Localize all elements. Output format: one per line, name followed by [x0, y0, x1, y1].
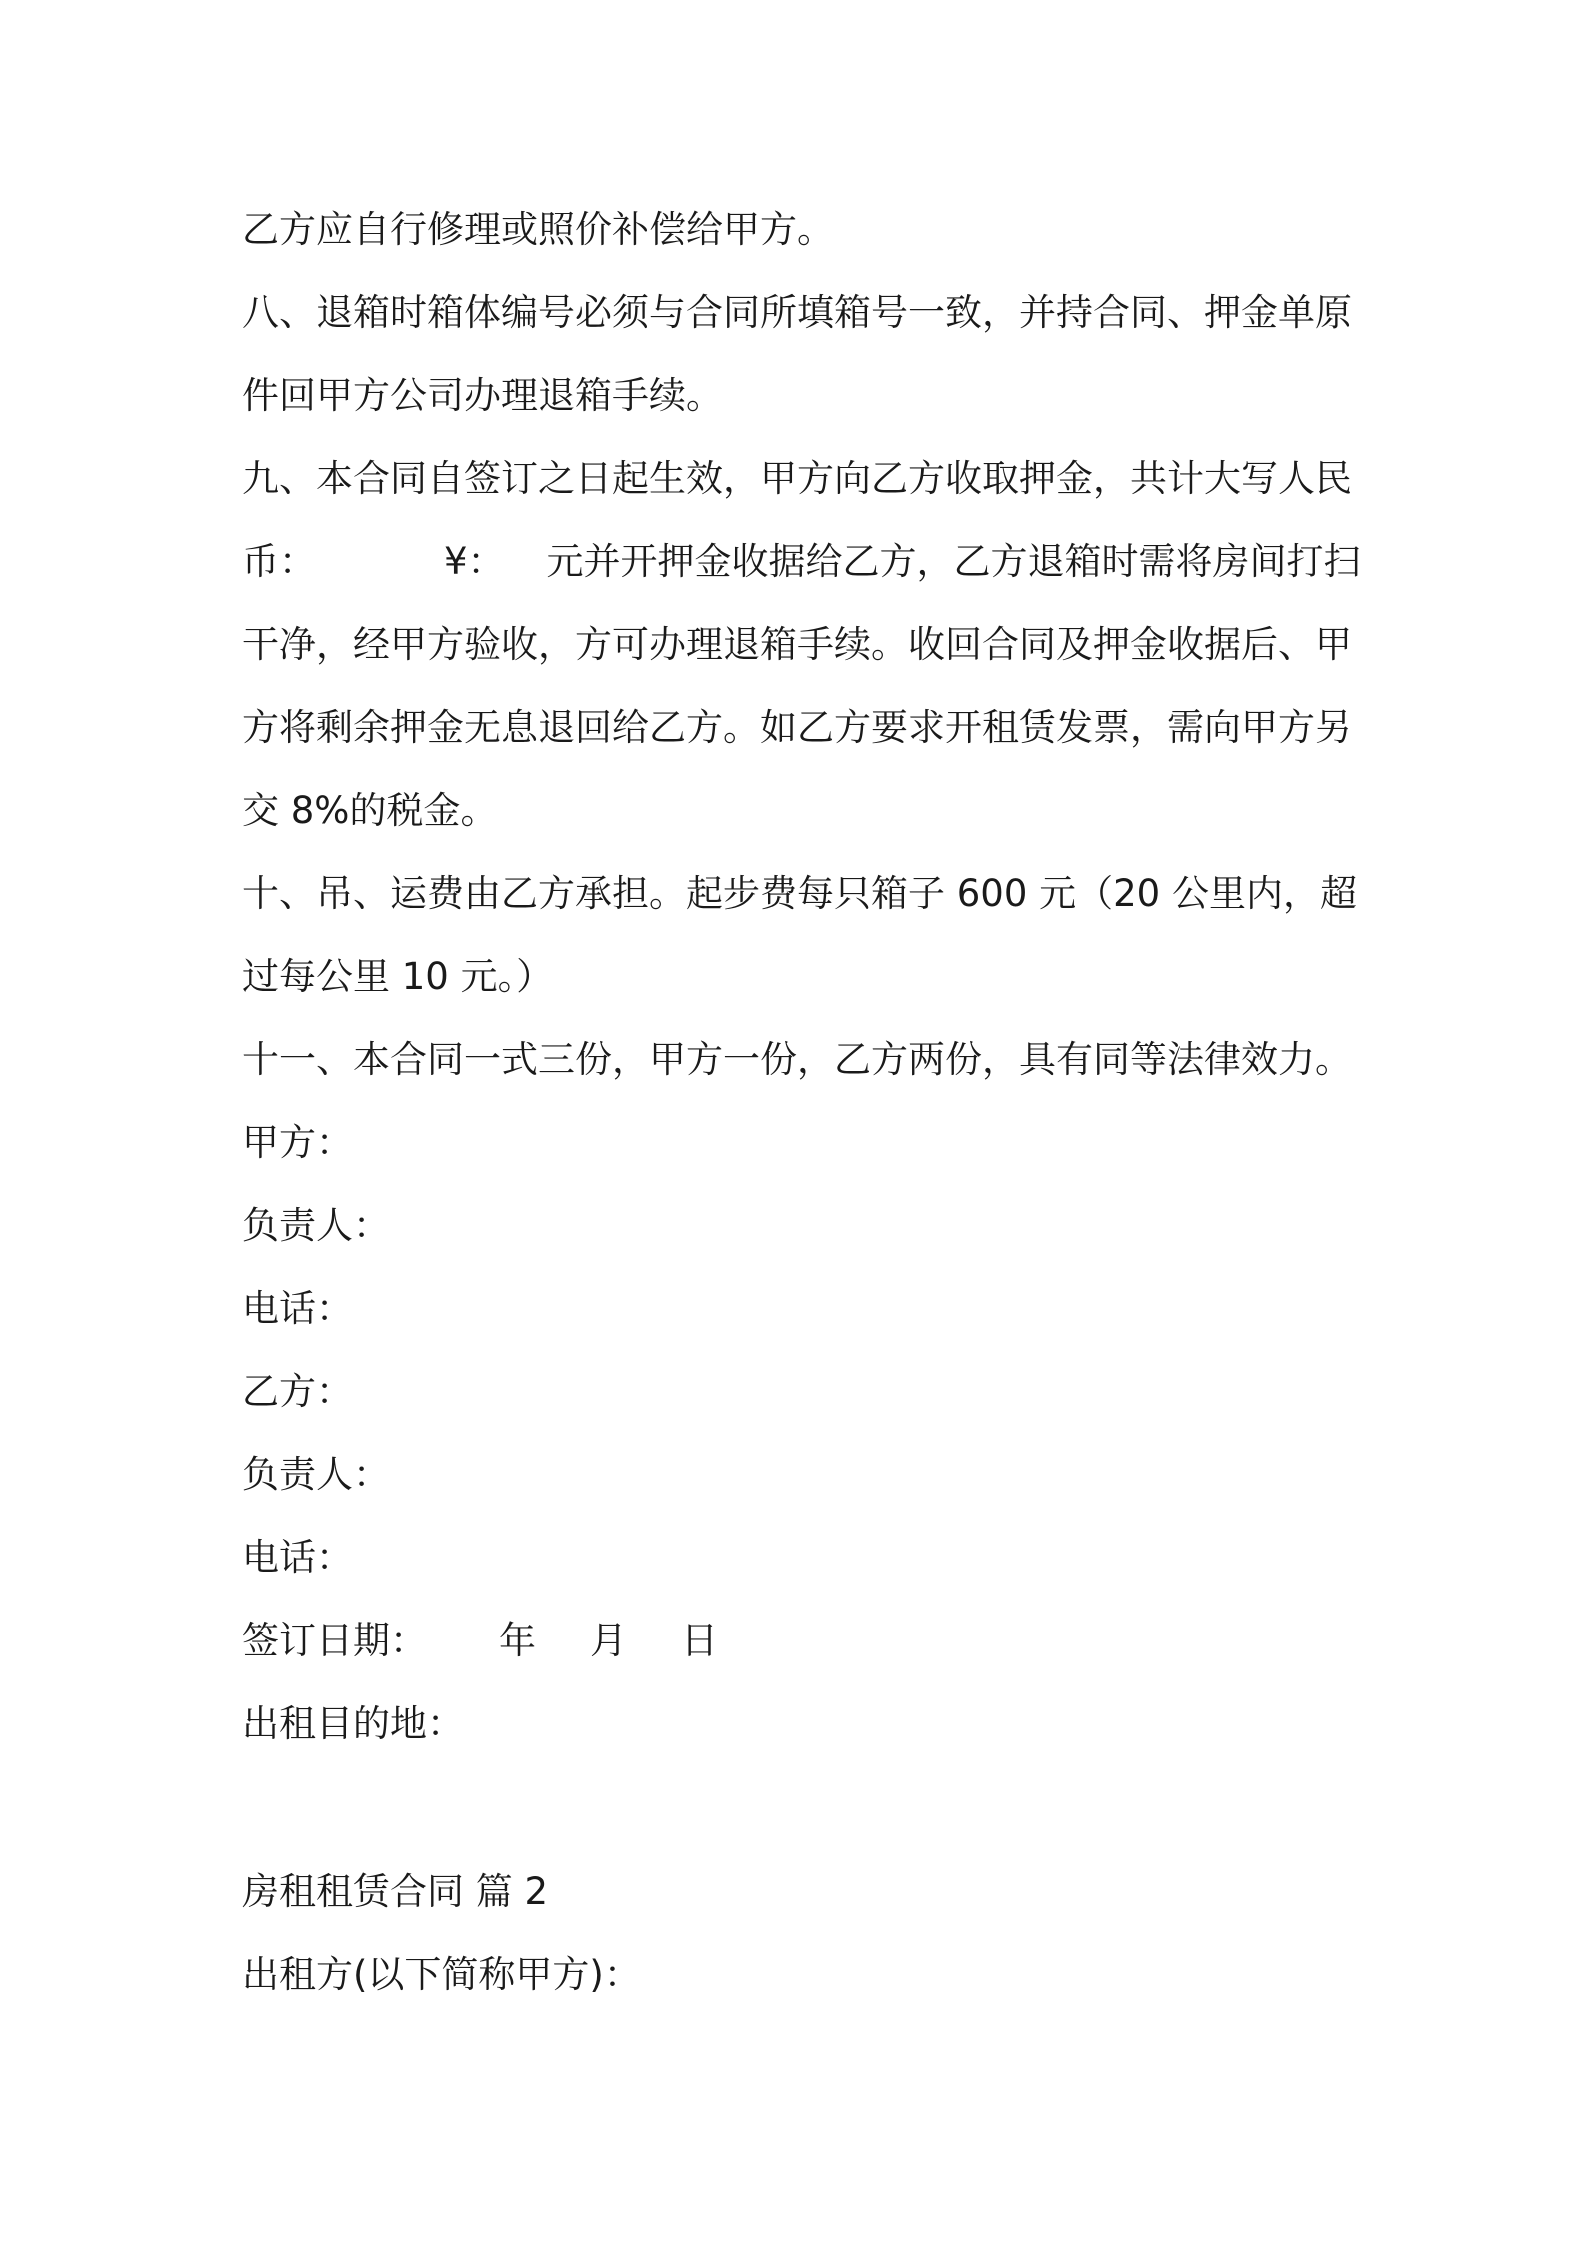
clause-seven-continuation: 乙方应自行修理或照价补偿给甲方。	[242, 208, 834, 251]
clause-ten-line-1: 十、吊、运费由乙方承担。起步费每只箱子 600 元（20 公里内，超	[242, 872, 1357, 915]
sign-date-line	[242, 1611, 1362, 1671]
clause-nine-line-4: 方将剩余押金无息退回给乙方。如乙方要求开租赁发票，需向甲方另	[242, 706, 1352, 749]
clause-ten-line-2: 过每公里 10 元。）	[242, 955, 554, 998]
party-a-phone-label: 电话：	[242, 1287, 353, 1330]
sign-date-day: 日	[681, 1619, 718, 1662]
party-b-label: 乙方：	[242, 1370, 353, 1413]
clause-nine-line-5: 交 8%的税金。	[242, 789, 498, 832]
currency-label: 币：	[242, 540, 316, 583]
clause-nine-line-2	[242, 532, 1362, 592]
party-a-person-label: 负责人：	[242, 1204, 390, 1247]
clause-nine-line-3: 干净，经甲方验收，方可办理退箱手续。收回合同及押金收据后、甲	[242, 623, 1352, 666]
party-b-phone-label: 电话：	[242, 1536, 353, 1579]
sign-date-label: 签订日期：	[242, 1619, 427, 1662]
sign-date-year: 年	[499, 1619, 536, 1662]
clause-nine-line-1: 九、本合同自签订之日起生效，甲方向乙方收取押金，共计大写人民	[242, 457, 1352, 500]
party-b-person-label: 负责人：	[242, 1453, 390, 1496]
party-a-label: 甲方：	[242, 1121, 353, 1164]
clause-eight-line-1: 八、退箱时箱体编号必须与合同所填箱号一致，并持合同、押金单原	[242, 291, 1352, 334]
clause-eleven: 十一、本合同一式三份，甲方一份，乙方两份，具有同等法律效力。	[242, 1038, 1352, 1081]
section-two-title: 房租租赁合同 篇 2	[242, 1870, 549, 1913]
clause-eight-line-2: 件回甲方公司办理退箱手续。	[242, 374, 723, 417]
yen-label: ¥：	[444, 540, 505, 583]
lessor-label: 出租方(以下简称甲方)：	[242, 1953, 641, 1996]
rental-destination-label: 出租目的地：	[242, 1702, 464, 1745]
sign-date-month: 月	[590, 1619, 627, 1662]
clause-nine-line-2-text: 元并开押金收据给乙方，乙方退箱时需将房间打扫	[546, 540, 1361, 583]
